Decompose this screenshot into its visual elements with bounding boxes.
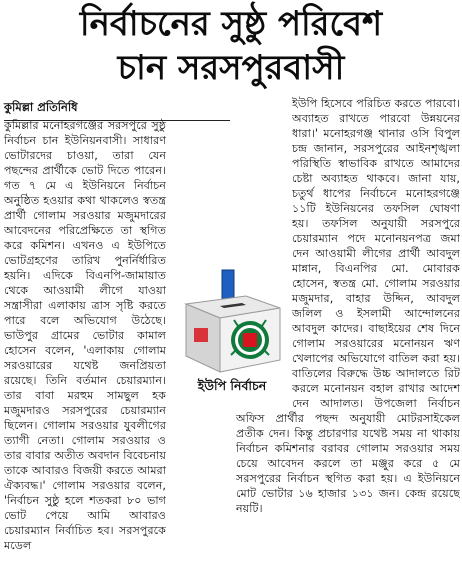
photo-caption: ইউপি নির্বাচন bbox=[176, 376, 288, 396]
ballot-box-photo bbox=[176, 268, 288, 376]
article-body-right: ইউপি হিসেবে পরিচিত করতে পারবো। অব্যাহত রাখতে পারবো উন্নয়নের ধারা।' মনোহরগঞ্জ থানার ওসি বিপুল চন্দ্র জানান, সরসপুরের আইনশৃঙ্খলা পরিস্থিতি স্বাভাবিক রাখতে আমাদের চেষ্টা অব্যাহত থাকবে। জানা যায়, চতুর্থ ধাপের নির্বাচনে মনোহরগঞ্জে ১১টি ইউনিয়নের তফসিল ঘোষণা হয়। তফসিল অনুযায়ী সরসপুরে চেয়ারম্যান পদে মনোনয়নপত্র জমা দেন আওয়ামী লীগের প্রার্থী আবদুল মান্নান, বিএনপির মো. মোবারক হোসেন, স্বতন্ত্র মো. গোলাম সরওয়ার মজুমদার, বাহার উদ্দিন, আবদুল জলিল ও ইসলামী আন্দোলনের আবদুল কাদের। বাছাইয়ের শেষ দিনে গোলাম সরওয়ারের মনোনয়ন ঋণ খেলাপের অভিযোগে বাতিল করা হয়। বাতিলের বিরুদ্ধে উচ্চ আদালতে রিট করলে মনোনয়ন বহাল রাখার আদেশ দেন আদালত। উপজেলা নির্বাচন অফিস প্রার্থীর পছন্দ অনুযায়ী মোটরসাইকেল প্রতীক দেন। কিন্তু প্রচারণার যথেষ্ট সময় না থাকায় নির্বাচন কমিশনার বরাবর গোলাম সরওয়ার সময় চেয়ে আবেদন করলে তা মঞ্জুর করে ৫ মে সরসপুরের নির্বাচন স্থগিত করা হয়। এ ইউনিয়নে মোট ভোটার ১৬ হাজার ১৩১ জন। কেন্দ্র রয়েছে নয়টি। bbox=[236, 97, 460, 515]
headline-line-1: নির্বাচনের সুষ্ঠু পরিবেশ bbox=[79, 4, 383, 44]
headline bbox=[0, 0, 462, 92]
byline: কুমিল্লা প্রতিনিধি bbox=[4, 99, 230, 121]
ballot-box-icon bbox=[176, 268, 288, 376]
headline-line-2: চান সরসপুরবাসী bbox=[117, 48, 345, 88]
article-body-left: কুমিল্লার মনোহরগঞ্জের সরসপুরে সুষ্ঠু নির্বাচন চান ইউনিয়নবাসী। সাধারণ ভোটারদের চাওয়া, তারা যেন পছন্দের প্রার্থীকে ভোট দিতে পারেন। গত ৭ মে এ ইউনিয়নে নির্বাচন অনুষ্ঠিত হওয়ার কথা থাকলেও স্বতন্ত্র প্রার্থী গোলাম সরওয়ার মজুমদারের আবেদনের পরিপ্রেক্ষিতে তা স্থগিত করে কমিশন। এখনও এ ইউপিতে ভোটগ্রহণের তারিখ পুনর্নির্ধারিত হয়নি। এদিকে বিএনপি-জামায়াত থেকে আওয়ামী লীগে যাওয়া সন্ত্রাসীরা এলাকায় ত্রাস সৃষ্টি করতে পারে বলে অভিযোগ উঠেছে। ভাউপুর গ্রামের ভোটার কামাল হোসেন বলেন, 'এলাকায় গোলাম সরওয়ারের যথেষ্ট জনপ্রিয়তা রয়েছে। তিনি বর্তমান চেয়ারম্যান। তার বাবা মরহুম সামছুল হক মজুমদারও সরসপুরের চেয়ারম্যান ছিলেন। গোলাম সরওয়ার যুবলীগের ত্যাগী নেতা। গোলাম সরওয়ার ও তার বাবার অতীত অবদান বিবেচনায় তাকে আবারও বিজয়ী করতে আমরা ঐক্যবদ্ধ।' গোলাম সরওয়ার বলেন, 'নির্বাচন সুষ্ঠু হলে শতকরা ৮০ ভাগ ভোট পেয়ে আমি আবারও চেয়ারম্যান নির্বাচিত হব। সরসপুরকে মডেল bbox=[4, 119, 166, 552]
election-commission-emblem bbox=[231, 320, 269, 359]
